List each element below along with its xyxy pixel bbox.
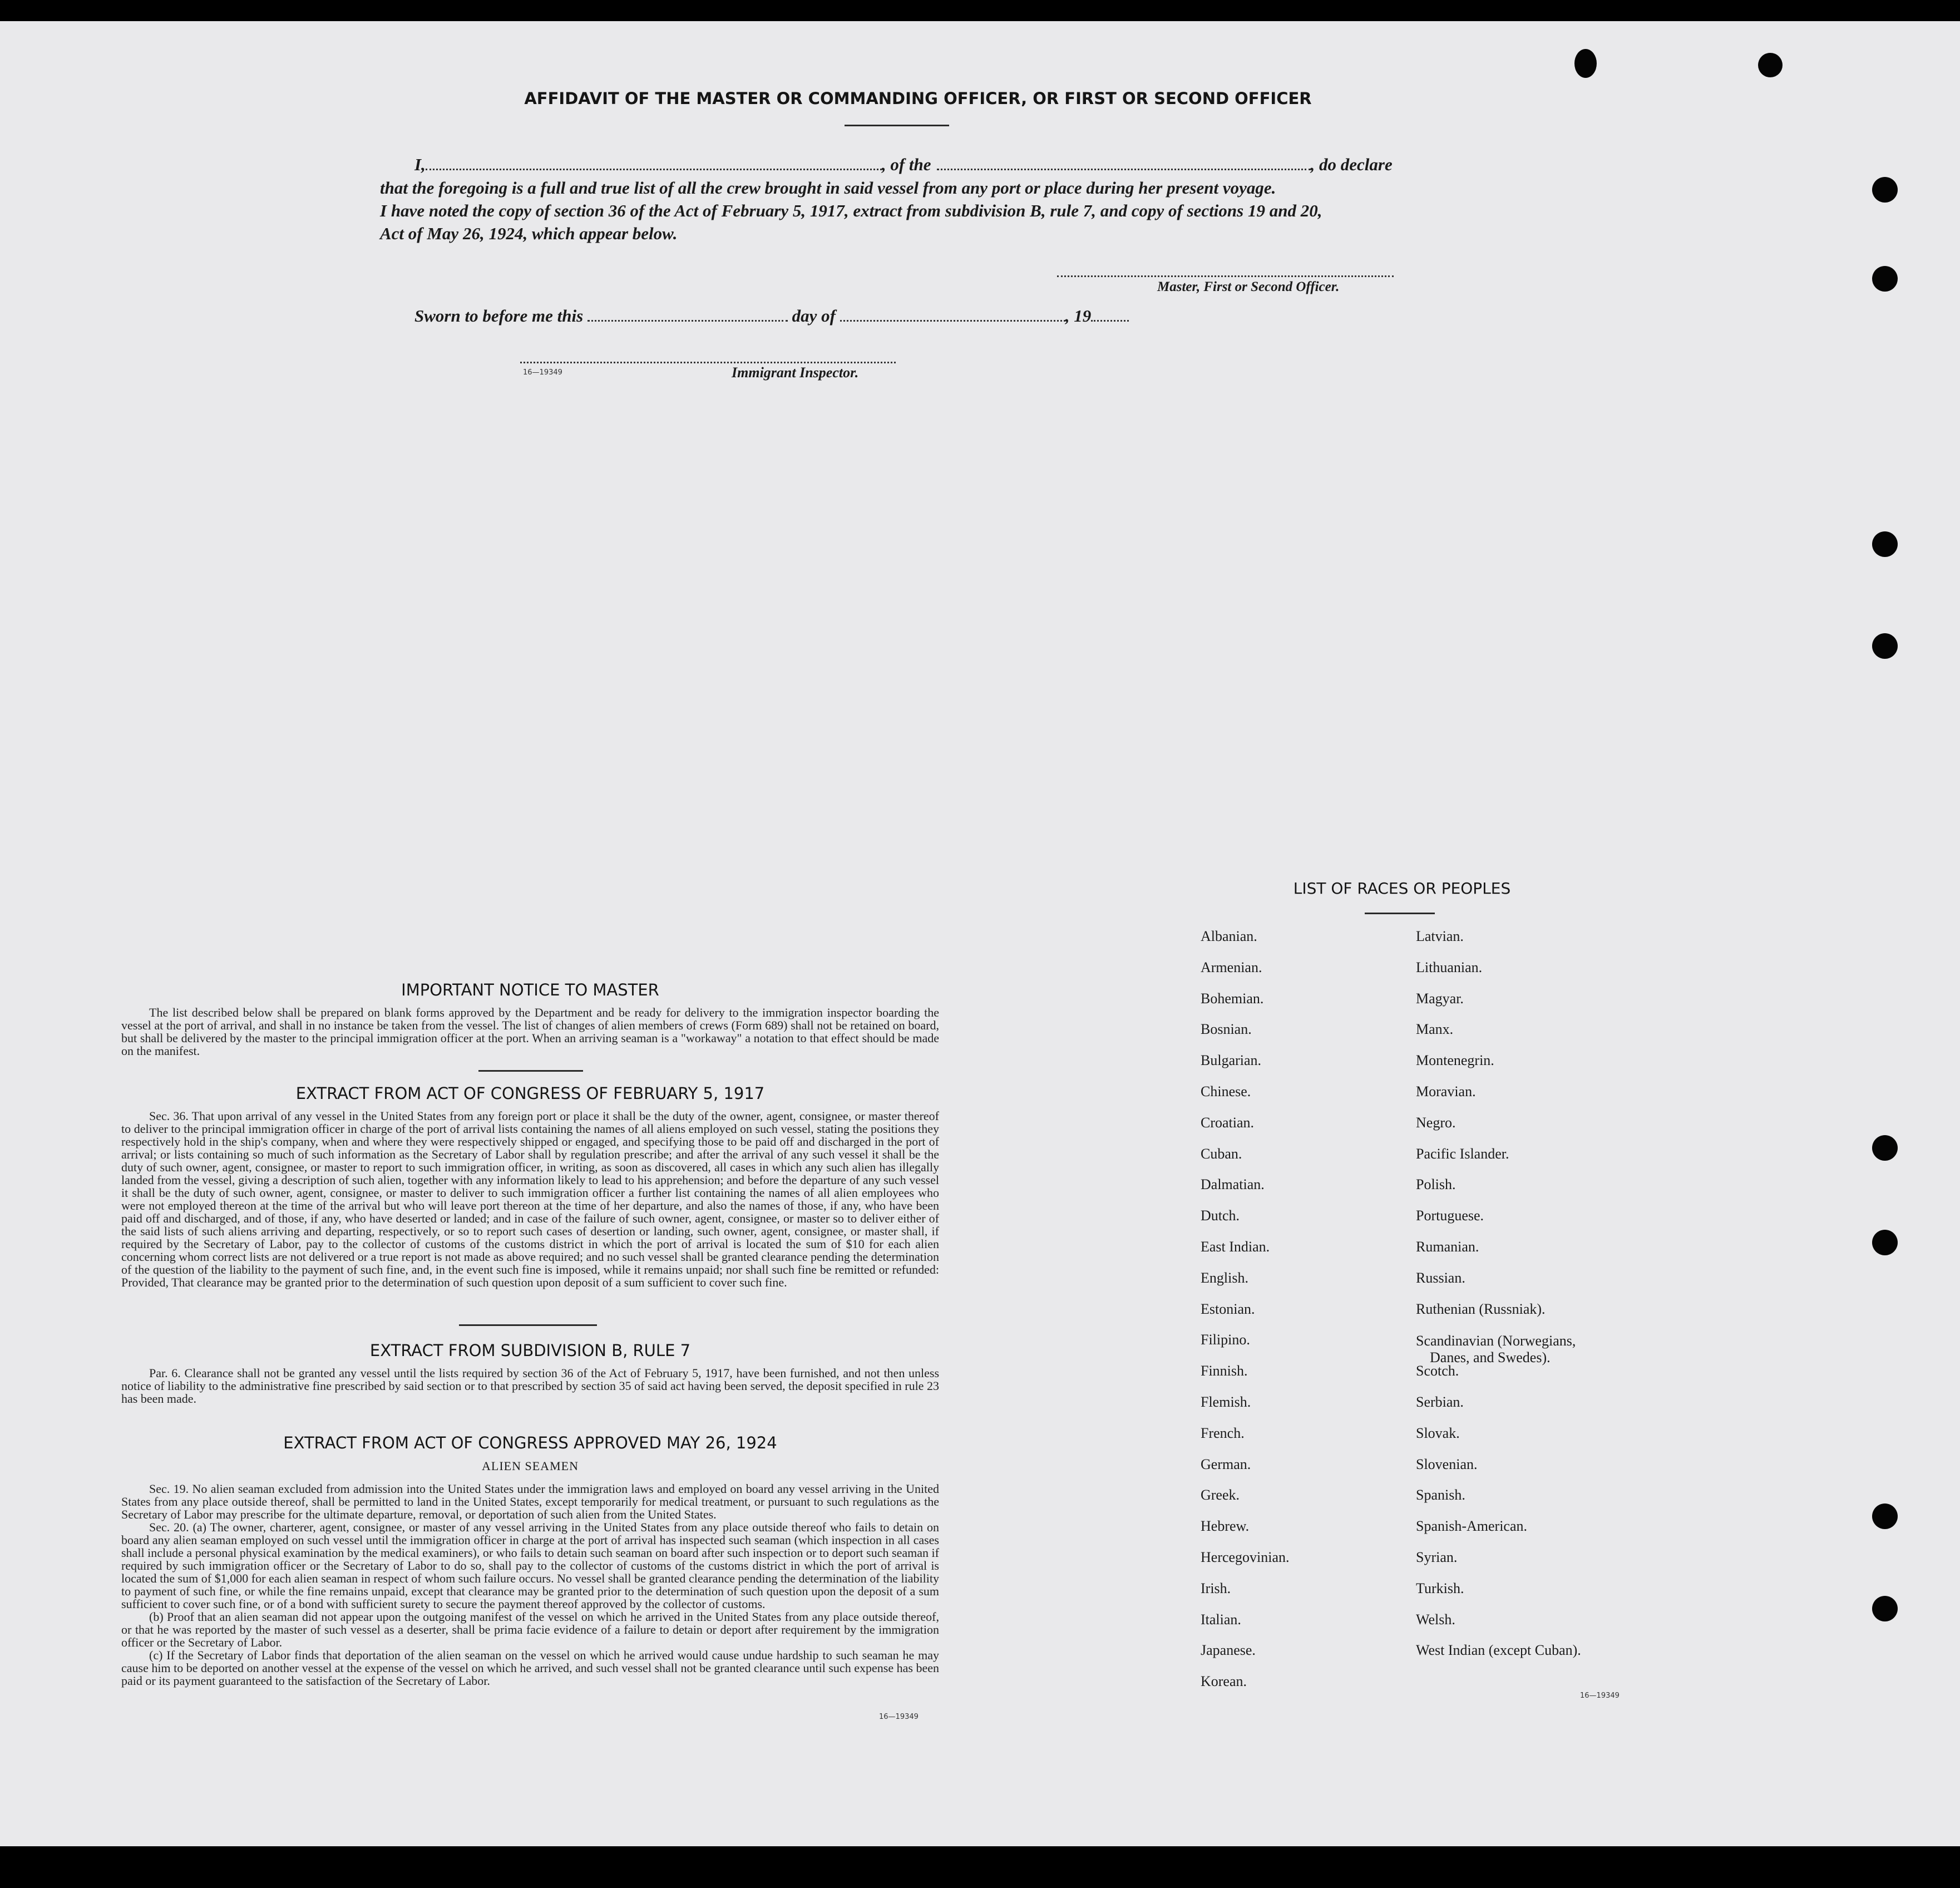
race-item: Albanian. xyxy=(1201,928,1257,944)
race-item: Korean. xyxy=(1201,1673,1247,1690)
race-item: Serbian. xyxy=(1416,1394,1464,1410)
punch-hole xyxy=(1872,177,1898,203)
punch-hole xyxy=(1872,531,1898,557)
sworn-line: Sworn to before me this day of , 19 xyxy=(414,306,1129,326)
divider xyxy=(845,125,949,126)
race-item: Portuguese. xyxy=(1416,1207,1484,1224)
divider xyxy=(1365,913,1435,914)
extract-1917-text: Sec. 36. That upon arrival of any vessel in the United States from any foreign port or place it shall be the duty of the owner, agent, consignee, or master thereof to deliver to the principal immigration officer in charge of the port of arrival lists containing the names of all aliens employed on such vessel, stating the positions they respectively hold in the ship's company, when and where they were respectively shipped or engaged, and specifying those to be paid off and discharged in the port of arrival; or lists containing so much of such information as the Secretary of Labor shall by regulation prescribe; and after the arrival of any such vessel it shall be the duty of such owner, agent, consignee, or master to report to such immigration officer, in writing, as soon as discovered, all cases in which any such alien has illegally landed from the vessel, giving a description of such alien, together with any information likely to lead to his apprehension; and before the departure of any such vessel it shall be the duty of such owner, agent, consignee, or master to deliver to such immigration officer a further list containing the names of all alien employees who were not employed thereon at the time of the arrival but who will leave port thereon at the time of her departure, and also the names of those, if any, who have been paid off and discharged, and of those, if any, who have deserted or landed; and in case of the failure of such owner, agent, consignee, or master so to deliver either of the said lists of such aliens arriving and departing, respectively, or so to report such cases of desertion or landing, such owner, agent, consignee, or master shall, if required by the Secretary of Labor, pay to the collector of customs of the customs district in which the port of arrival is located the sum of $10 for each alien concerning whom correct lists are not delivered or a true report is not made as above required; and no such vessel shall be granted clearance pending the determination of the question of the liability to the payment of such fine, and, in the event such fine is imposed, while it remains unpaid; nor shall such fine be remitted or refunded: Provided, That clearance may be granted prior to the determination of such question upon deposit of a sum sufficient to cover such fine. xyxy=(121,1109,939,1289)
race-item: Italian. xyxy=(1201,1611,1241,1628)
race-item: Dutch. xyxy=(1201,1207,1240,1224)
sec-20a: Sec. 20. (a) The owner, charterer, agent, consignee, or master of any vessel arriving in the United States from any place outside thereof who fails to detain on board any alien seaman employed on such vessel until the immigration officer in charge at the port of arrival has inspected such seaman (which inspection in all cases shall include a personal physical examination by the medical examiners), or who fails to detain such seaman on board after such inspection or to deport such seaman if required by such immigration officer or the Secretary of Labor to do so, shall pay to the collector of customs of the customs district in which the port of arrival is located the sum of $1,000 for each alien seaman in respect of whom such failure occurs. No vessel shall be granted clearance pending the determination of the liability to payment of such fine, or while the fine remains unpaid, except that clearance may be granted prior to the determination of such question upon the deposit of a sum sufficient to cover such fine, or of a bond with sufficient surety to secure the payment thereof approved by the collector of customs. xyxy=(121,1520,939,1611)
race-item: Filipino. xyxy=(1201,1332,1250,1348)
race-item: Ruthenian (Russniak). xyxy=(1416,1300,1546,1317)
race-item: French. xyxy=(1201,1424,1245,1441)
race-item: Turkish. xyxy=(1416,1580,1464,1596)
race-item: Bohemian. xyxy=(1201,990,1264,1007)
race-item: Welsh. xyxy=(1416,1611,1455,1628)
race-item: Lithuanian. xyxy=(1416,959,1483,975)
punch-hole xyxy=(1872,1596,1898,1621)
extract-1924-subtitle: ALIEN SEAMEN xyxy=(482,1459,579,1473)
race-item: West Indian (except Cuban). xyxy=(1416,1642,1581,1659)
race-item: Finnish. xyxy=(1201,1363,1248,1379)
sec-20c: (c) If the Secretary of Labor finds that deportation of the alien seaman on the vessel on which he arrived would cause undue hardship to such seaman he may cause him to be deported on another vessel at the expense of the vessel on which he arrived, and such vessel shall not be granted clearance until such expense has been paid or its payment guaranteed to the satisfaction of the Secretary of Labor. xyxy=(121,1648,939,1688)
race-item: East Indian. xyxy=(1201,1239,1270,1255)
divider xyxy=(478,1070,583,1072)
extract-1917-title: EXTRACT FROM ACT OF CONGRESS OF FEBRUARY 5, 1917 xyxy=(295,1084,765,1103)
race-item: Hercegovinian. xyxy=(1201,1549,1290,1565)
sec-19: Sec. 19. No alien seaman excluded from admission into the United States under the immigration laws and employed on board any vessel arriving in the United States from any place outside thereof, shall be permitted to land in the United States, except temporarily for medical treatment, or pursuant to such regulations as the Secretary of Labor may prescribe for the ultimate departure, removal, or deportation of such alien from the United States. xyxy=(121,1482,939,1521)
race-item: Croatian. xyxy=(1201,1114,1255,1131)
races-title: LIST OF RACES OR PEOPLES xyxy=(1293,879,1511,898)
punch-hole xyxy=(1872,633,1898,659)
extract-rule7-title: EXTRACT FROM SUBDIVISION B, RULE 7 xyxy=(369,1341,691,1360)
affidavit-line-4: Act of May 26, 1924, which appear below. xyxy=(380,224,678,243)
punch-hole xyxy=(1872,1504,1898,1529)
punch-hole xyxy=(1574,49,1597,78)
race-item: Russian. xyxy=(1416,1269,1465,1286)
race-item: Chinese. xyxy=(1201,1083,1251,1100)
sec-20b: (b) Proof that an alien seaman did not appear upon the outgoing manifest of the vessel on which he arrived in the United States from any place outside thereof, or that he was reported by the master of such vessel as a deserter, shall be prima facie evidence of a failure to detain or deport after requirement by the immigration officer or the Secretary of Labor. xyxy=(121,1610,939,1649)
race-item: Montenegrin. xyxy=(1416,1052,1494,1069)
race-item: Scandinavian (Norwegians, xyxy=(1416,1333,1576,1349)
race-item: Japanese. xyxy=(1201,1642,1256,1659)
race-item: German. xyxy=(1201,1456,1251,1472)
race-item: Spanish. xyxy=(1416,1487,1465,1504)
affidavit-line-3: I have noted the copy of section 36 of the Act of February 5, 1917, extract from subdivision B, rule 7, and copy of sections 19 and 20, xyxy=(380,201,1322,220)
race-item: Cuban. xyxy=(1201,1145,1242,1162)
punch-hole xyxy=(1872,1135,1898,1161)
punch-hole xyxy=(1872,266,1898,292)
punch-hole xyxy=(1758,53,1783,77)
form-number: 16—19349 xyxy=(879,1713,919,1721)
inspector-label: Immigrant Inspector. xyxy=(732,364,859,381)
extract-1924-text xyxy=(121,1482,939,1687)
race-item: Latvian. xyxy=(1416,928,1464,944)
race-item: Danes, and Swedes). xyxy=(1430,1349,1551,1366)
race-item: Moravian. xyxy=(1416,1083,1476,1100)
signature-label: Master, First or Second Officer. xyxy=(1157,279,1340,294)
extract-rule7-text: Par. 6. Clearance shall not be granted any vessel until the lists required by section 36 of the Act of February 5, 1917, have been furnished, and not then unless notice of liability to the administrative fine prescribed by said section or to that prescribed by section 35 of said act having been served, the deposit specified in rule 23 has been made. xyxy=(121,1366,939,1406)
race-item: Scotch. xyxy=(1416,1363,1459,1379)
race-item: Irish. xyxy=(1201,1580,1231,1596)
race-item: Spanish-American. xyxy=(1416,1518,1528,1535)
form-number: 16—19349 xyxy=(1580,1692,1620,1700)
form-number: 16—19349 xyxy=(523,368,562,377)
race-item: Estonian. xyxy=(1201,1300,1255,1317)
punch-hole xyxy=(1872,1230,1898,1255)
inspector-signature-line xyxy=(520,362,896,363)
race-item: Pacific Islander. xyxy=(1416,1145,1509,1162)
extract-1924-title: EXTRACT FROM ACT OF CONGRESS APPROVED MAY 26, 1924 xyxy=(283,1433,777,1452)
race-item: English. xyxy=(1201,1269,1248,1286)
race-item: Bosnian. xyxy=(1201,1021,1252,1038)
race-item: Armenian. xyxy=(1201,959,1262,975)
race-item: Rumanian. xyxy=(1416,1239,1479,1255)
affidavit-line-2: that the foregoing is a full and true list of all the crew brought in said vessel from any port or place during her present voyage. xyxy=(380,178,1276,198)
signature-line xyxy=(1057,275,1394,277)
race-item: Slovak. xyxy=(1416,1424,1460,1441)
affidavit-line-1: I, , of the , do declare xyxy=(414,155,1393,174)
race-item: Slovenian. xyxy=(1416,1456,1478,1472)
race-item: Polish. xyxy=(1416,1176,1456,1193)
race-item: Dalmatian. xyxy=(1201,1176,1265,1193)
race-item: Flemish. xyxy=(1201,1394,1251,1410)
notice-title: IMPORTANT NOTICE TO MASTER xyxy=(401,980,659,999)
race-item: Manx. xyxy=(1416,1021,1454,1038)
race-item: Negro. xyxy=(1416,1114,1456,1131)
notice-text: The list described below shall be prepared on blank forms approved by the Department and be ready for delivery to the immigration inspector boarding the vessel at the port of arrival, and shall in no instance be taken from the vessel. The list of changes of alien members of crews (Form 689) shall not be retained on board, but shall be delivered by the master to the principal immigration officer at the port. When an arriving seaman is a "workaway" a notation to that effect should be made on the manifest. xyxy=(121,1005,939,1058)
affidavit-title: AFFIDAVIT OF THE MASTER OR COMMANDING OFFICER, OR FIRST OR SECOND OFFICER xyxy=(524,89,1312,108)
race-item: Syrian. xyxy=(1416,1549,1458,1565)
race-item: Bulgarian. xyxy=(1201,1052,1262,1069)
race-item: Magyar. xyxy=(1416,990,1464,1007)
race-item: Greek. xyxy=(1201,1487,1240,1504)
divider xyxy=(459,1324,597,1326)
race-item: Hebrew. xyxy=(1201,1518,1250,1535)
